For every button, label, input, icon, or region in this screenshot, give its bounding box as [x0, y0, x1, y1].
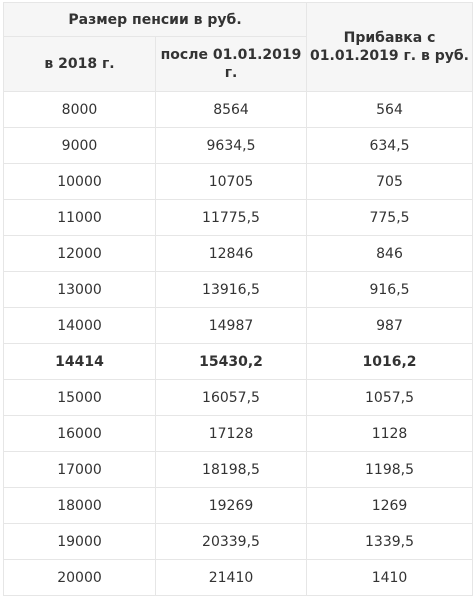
table-row	[4, 200, 473, 236]
cell-2018: 12000	[4, 236, 156, 272]
cell-increase: 1128	[307, 416, 473, 452]
cell-increase: 1198,5	[307, 452, 473, 488]
header-increase: Прибавка с 01.01.2019 г. в руб.	[307, 3, 473, 92]
header-2018: в 2018 г.	[4, 37, 156, 92]
cell-increase: 1339,5	[307, 524, 473, 560]
cell-2018: 20000	[4, 560, 156, 596]
cell-increase: 916,5	[307, 272, 473, 308]
header-pension-size: Размер пенсии в руб.	[4, 3, 307, 37]
cell-increase: 564	[307, 92, 473, 128]
header-after-2019: после 01.01.2019 г.	[156, 37, 307, 92]
cell-2018: 9000	[4, 128, 156, 164]
table-row	[4, 308, 473, 344]
cell-increase: 775,5	[307, 200, 473, 236]
table-row	[4, 164, 473, 200]
cell-2018: 14414	[4, 344, 156, 380]
cell-2018: 10000	[4, 164, 156, 200]
cell-2018: 8000	[4, 92, 156, 128]
cell-2018: 11000	[4, 200, 156, 236]
cell-2018: 13000	[4, 272, 156, 308]
cell-increase: 846	[307, 236, 473, 272]
cell-after: 11775,5	[156, 200, 307, 236]
table-row	[4, 236, 473, 272]
cell-2018: 16000	[4, 416, 156, 452]
cell-after: 15430,2	[156, 344, 307, 380]
cell-after: 20339,5	[156, 524, 307, 560]
cell-after: 18198,5	[156, 452, 307, 488]
cell-2018: 15000	[4, 380, 156, 416]
table-row	[4, 452, 473, 488]
table-row	[4, 416, 473, 452]
cell-increase: 1057,5	[307, 380, 473, 416]
cell-after: 14987	[156, 308, 307, 344]
cell-after: 19269	[156, 488, 307, 524]
cell-increase: 634,5	[307, 128, 473, 164]
cell-after: 21410	[156, 560, 307, 596]
cell-after: 10705	[156, 164, 307, 200]
table-body	[4, 92, 473, 596]
cell-after: 16057,5	[156, 380, 307, 416]
cell-after: 13916,5	[156, 272, 307, 308]
cell-2018: 17000	[4, 452, 156, 488]
cell-2018: 19000	[4, 524, 156, 560]
table-row	[4, 128, 473, 164]
cell-increase: 1269	[307, 488, 473, 524]
cell-after: 8564	[156, 92, 307, 128]
cell-increase: 705	[307, 164, 473, 200]
table-row	[4, 524, 473, 560]
pension-table	[3, 2, 473, 596]
cell-increase: 1410	[307, 560, 473, 596]
cell-increase: 987	[307, 308, 473, 344]
cell-2018: 18000	[4, 488, 156, 524]
table-row	[4, 560, 473, 596]
cell-2018: 14000	[4, 308, 156, 344]
cell-after: 17128	[156, 416, 307, 452]
table-row	[4, 380, 473, 416]
cell-after: 9634,5	[156, 128, 307, 164]
cell-increase: 1016,2	[307, 344, 473, 380]
table-row-highlighted	[4, 344, 473, 380]
table-row	[4, 92, 473, 128]
pension-table-container	[3, 2, 472, 596]
cell-after: 12846	[156, 236, 307, 272]
table-row	[4, 272, 473, 308]
table-row	[4, 488, 473, 524]
